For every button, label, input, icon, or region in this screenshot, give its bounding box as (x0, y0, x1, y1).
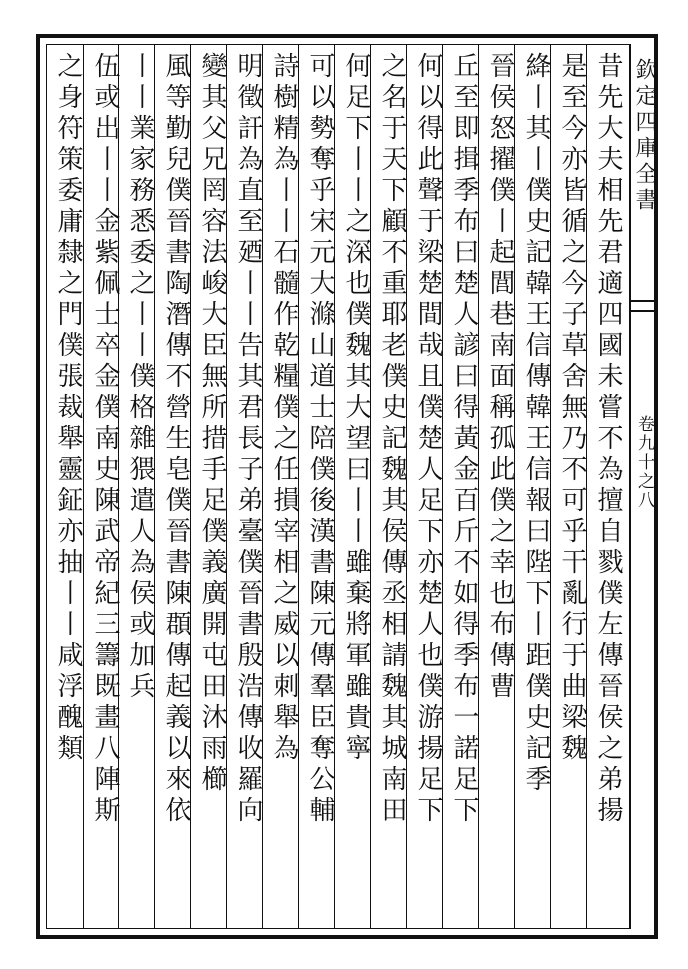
text-column-10: 詩樹精為丨丨石髓作乾糧僕之任損宰相之威以刺舉為 (269, 52, 299, 765)
text-column-5: 丘至即揖季布曰楚人諺曰得黃金百斤不如得季布一諾足下 (449, 52, 479, 827)
text-column-6: 何以得此聲于梁楚間哉且僕楚人足下亦楚人也僕游揚足下 (413, 52, 443, 827)
margin-title: 欽定四庫全書 (632, 58, 657, 214)
text-column-8: 何足下丨丨之深也僕魏其大望曰丨丨雖棄將軍雖貴寧 (341, 52, 371, 765)
text-column-7: 之名于天下顧不重耶老僕史記魏其侯傳丞相請魏其城南田 (377, 52, 407, 827)
text-column-13: 風等勤兒僕晉書陶潛傳不營生皂僕晉書陳頵傳起義以來依 (161, 52, 191, 827)
text-column-1: 昔先大夫相先君適四國未嘗不為擅自戮僕左傳晉侯之弟揚 (593, 52, 623, 827)
text-column-11: 明徵訐為直至廼丨丨告其君長子弟臺僕晉書殷浩傳收羅向 (233, 52, 263, 827)
text-column-4: 晉侯怒擢僕丨起閭巷南面稱孤此僕之幸也布傳曹 (485, 52, 515, 703)
text-column-2: 是至今亦皆循之今子草舍無乃不可乎干亂行于曲梁魏 (557, 52, 587, 765)
text-column-14: 丨丨業家務悉委之丨丨僕格雜猥遣人為侯或加兵 (125, 52, 155, 703)
text-column-15: 伍或出丨丨金紫佩士卒金僕南史陳武帝紀三籌既畫八陣斯 (90, 52, 120, 827)
text-column-12: 變其父兄罔容法峻大臣無所措手足僕義廣開屯田沐雨櫛 (197, 52, 227, 796)
text-column-3: 絳丨其丨僕史記韓王信傳韓王信報曰陛下丨距僕史記季 (521, 52, 551, 796)
fishtail-marker (631, 300, 657, 314)
text-column-16: 之身符策委庸隸之門僕張裁舉靈鉦亦抽丨丨咸浮醜類 (53, 52, 83, 765)
text-column-9: 可以勢奪乎宋元大滌山道士陪僕後漢書陳元傳羣臣奪公輔 (305, 52, 335, 827)
margin-juan-number: 卷九十之八 (634, 415, 654, 510)
